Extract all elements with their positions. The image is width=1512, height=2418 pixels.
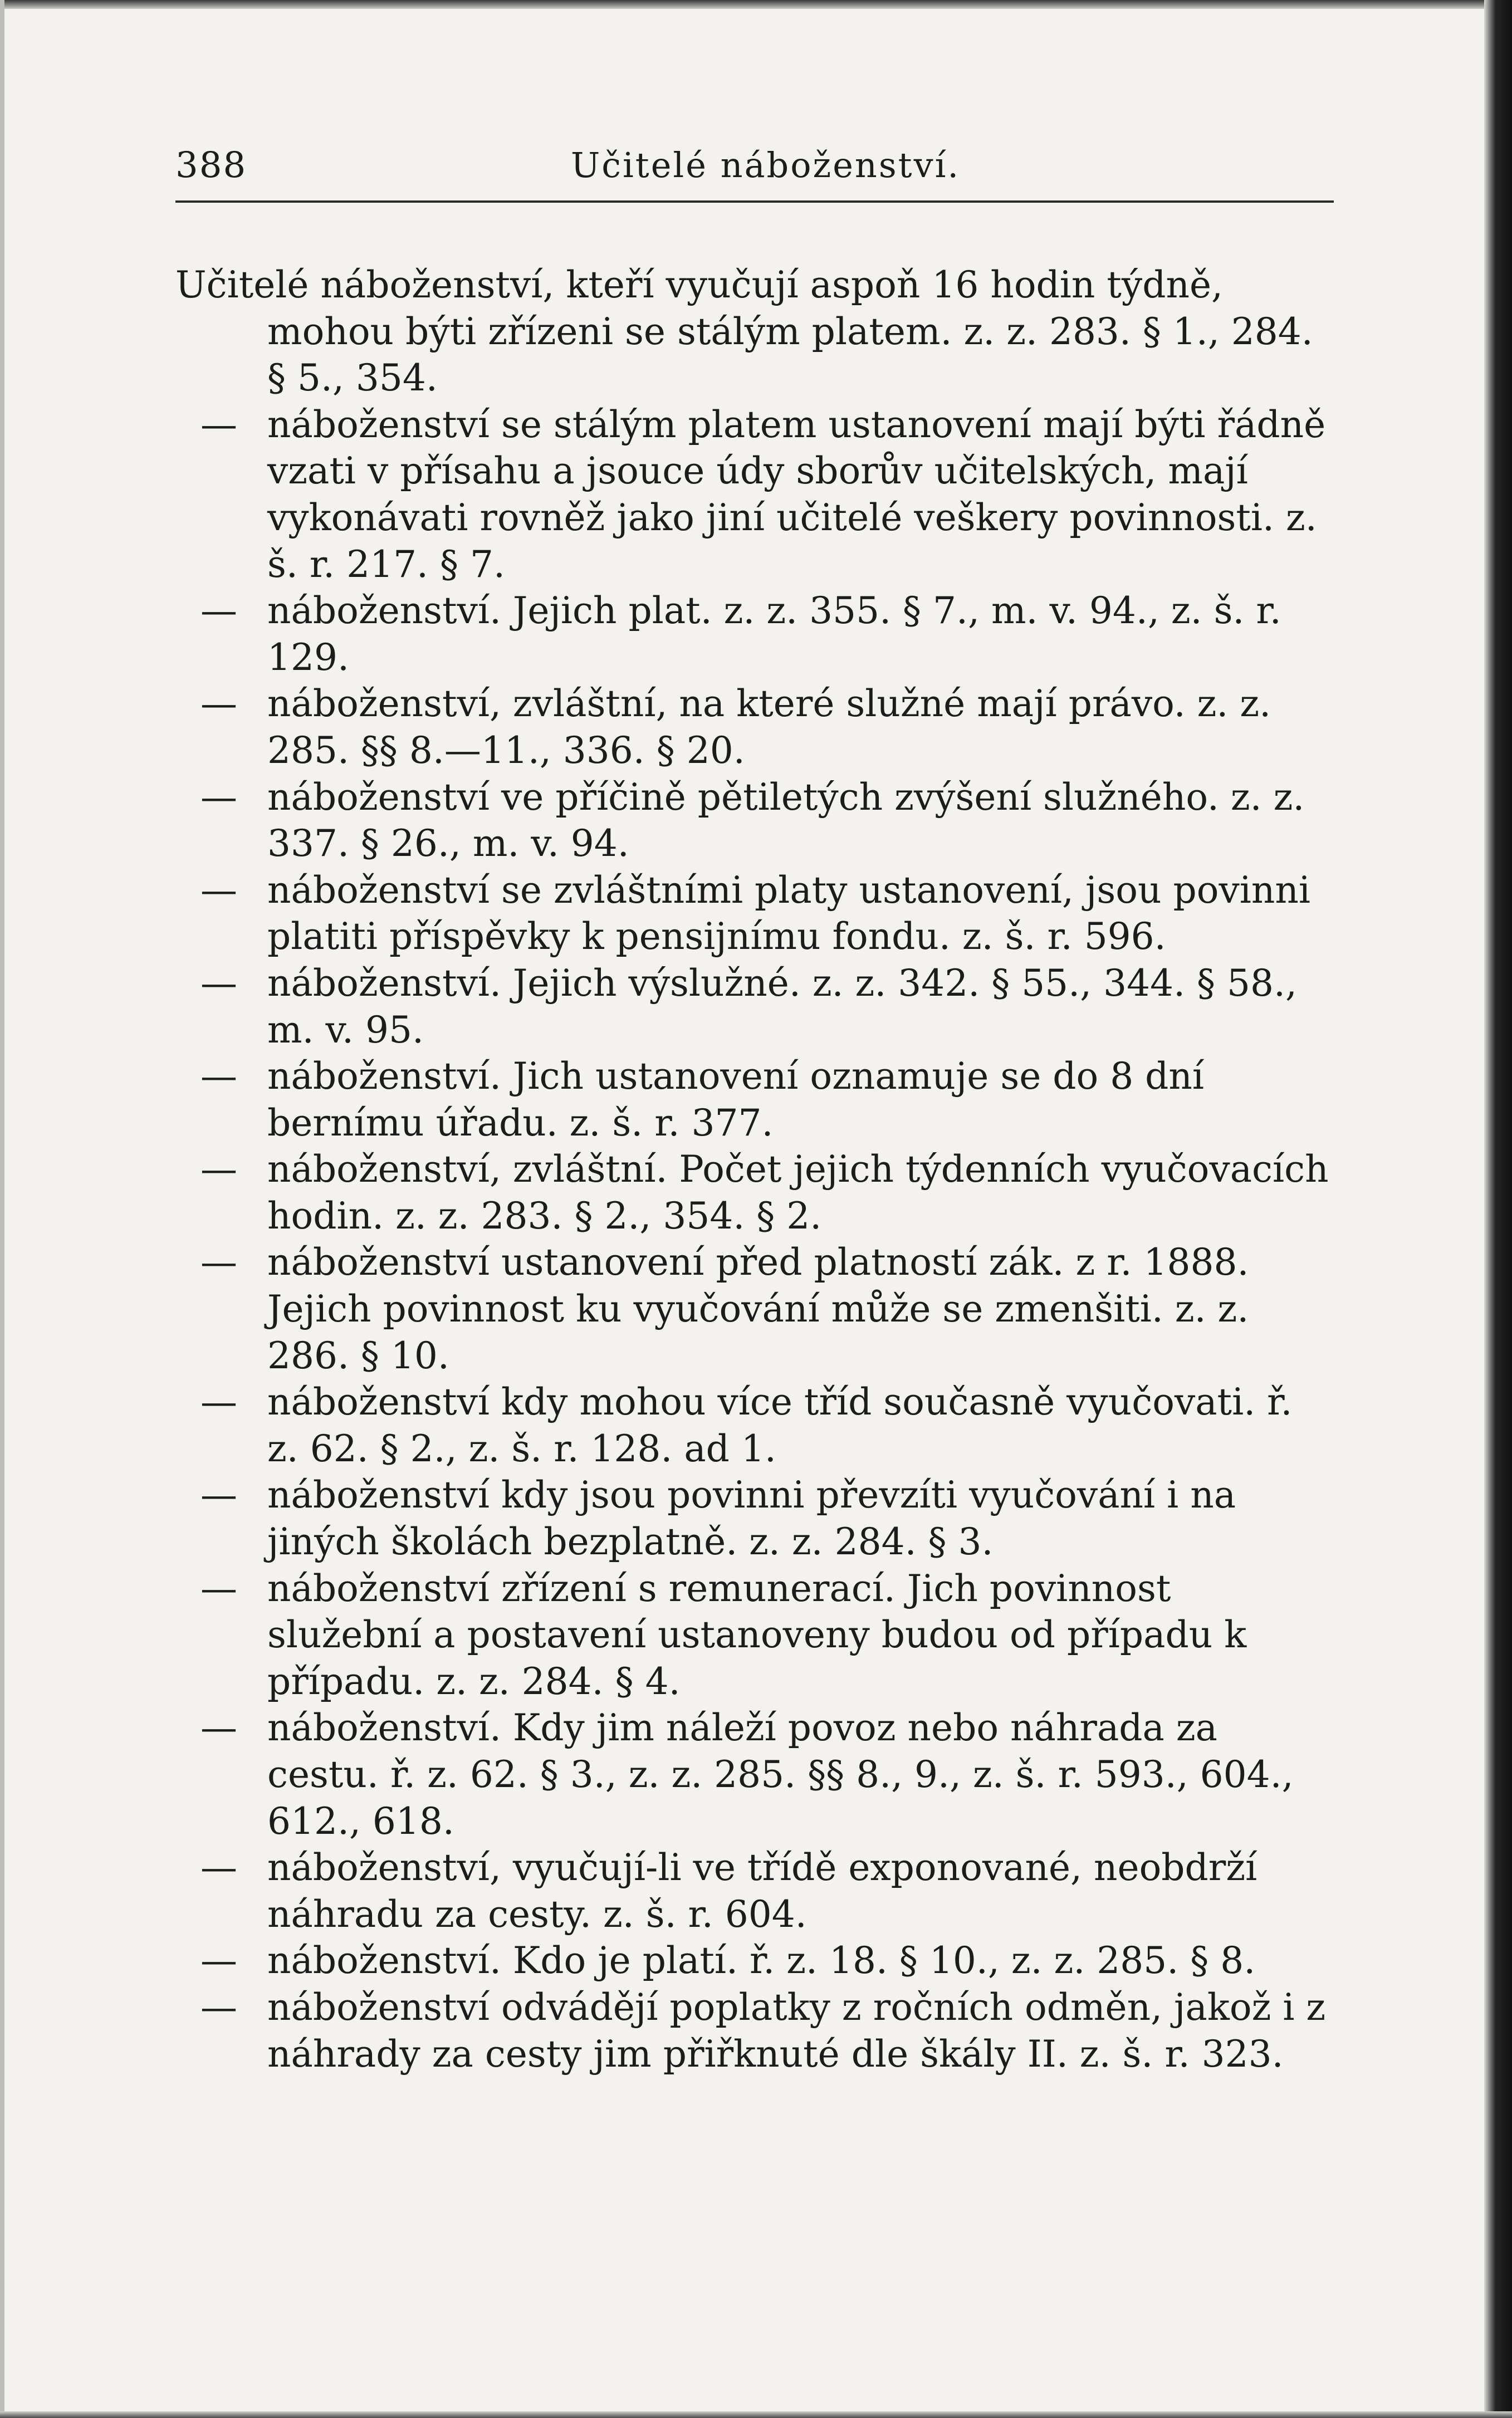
index-entry (175, 681, 1334, 774)
entry-text: náboženství. Jich ustanovení oznamuje se do 8 dní bernímu úřadu. z. š. r. 377. (267, 1055, 1205, 1144)
index-entries (175, 262, 1334, 2077)
entry-text: náboženství, zvláštní. Počet jejich týdenních vyučovacích hodin. z. z. 283. § 2., 354. § 2. (267, 1148, 1329, 1237)
entry-text: náboženství. Jejich výslužné. z. z. 342. § 55., 344. § 58., m. v. 95. (267, 961, 1297, 1051)
index-entry (175, 1472, 1334, 1565)
entry-text: náboženství se stálým platem ustanovení mají býti řádně vzati v přísahu a jsouce údy sborův učitelských, mají vykonávati rovněž jako jiní učitelé veškery povinnosti. z. š. r. 217. § 7. (267, 403, 1326, 586)
index-entry (175, 262, 1334, 402)
entry-text: náboženství kdy jsou povinni převzíti vyučování i na jiných školách bezplatně. z. z. 284. § 3. (267, 1474, 1236, 1564)
entry-text: náboženství. Jejich plat. z. z. 355. § 7., m. v. 94., z. š. r. 129. (267, 589, 1281, 679)
entry-dash: — (200, 1381, 237, 1424)
entry-dash: — (200, 589, 237, 633)
index-entry (175, 402, 1334, 588)
entry-text: náboženství kdy mohou více tříd současně vyučovati. ř. z. 62. § 2., z. š. r. 128. ad 1. (267, 1381, 1293, 1470)
index-entry (175, 1146, 1334, 1239)
page-edge-bottom (0, 2411, 1512, 2418)
entry-text: náboženství se zvláštními platy ustanovení, jsou povinni platiti příspěvky k pensijnímu fondu. z. š. r. 596. (267, 868, 1311, 958)
index-entry (175, 1239, 1334, 1379)
entry-text: náboženství, vyučují-li ve třídě exponované, neobdrží náhradu za cesty. z. š. r. 604. (267, 1846, 1257, 1936)
page-edge-top (0, 0, 1512, 9)
page-header (175, 139, 1334, 203)
entry-dash: — (200, 775, 237, 819)
entry-dash: — (200, 1148, 237, 1191)
entry-text: náboženství. Kdy jim náleží povoz nebo náhrada za cestu. ř. z. 62. § 3., z. z. 285. §§ 8., 9., z. š. r. 593., 604., 612., 618. (267, 1706, 1294, 1843)
entry-dash: — (200, 868, 237, 912)
entry-dash: — (200, 1241, 237, 1284)
entry-dash: — (200, 1985, 237, 2029)
page-edge-left (0, 0, 4, 2418)
index-entry (175, 1565, 1334, 1705)
entry-dash: — (200, 1474, 237, 1517)
index-entry (175, 774, 1334, 867)
index-entry (175, 1984, 1334, 2077)
page-edge-right (1484, 0, 1512, 2418)
index-entry (175, 867, 1334, 960)
index-entry (175, 1379, 1334, 1472)
index-entry (175, 1705, 1334, 1844)
index-entry (175, 960, 1334, 1053)
entry-dash: — (200, 1939, 237, 1983)
entry-text: náboženství zřízení s remunerací. Jich povinnost služební a postavení ustanoveny budou od případu k případu. z. z. 284. § 4. (267, 1567, 1247, 1703)
index-entry (175, 588, 1334, 681)
entry-dash: — (200, 682, 237, 726)
entry-text: náboženství. Kdo je platí. ř. z. 18. § 10., z. z. 285. § 8. (267, 1939, 1256, 1983)
entry-text: náboženství ustanovení před platností zák. z r. 1888. Jejich povinnost ku vyučování může se zmenšiti. z. z. 286. § 10. (267, 1241, 1249, 1377)
entry-text: náboženství ve příčině pětiletých zvýšení služného. z. z. 337. § 26., m. v. 94. (267, 775, 1305, 865)
entry-text: náboženství odvádějí poplatky z ročních odměn, jakož i z náhrady za cesty jim přiřknuté dle škály II. z. š. r. 323. (267, 1985, 1326, 2076)
index-entry (175, 1937, 1334, 1984)
index-entry (175, 1053, 1334, 1146)
entry-dash: — (200, 1846, 237, 1890)
entry-dash: — (200, 403, 237, 446)
page-number: 388 (175, 145, 247, 186)
index-entry (175, 1844, 1334, 1937)
entry-dash: — (200, 1055, 237, 1098)
entry-dash: — (200, 1567, 237, 1610)
running-title: Učitelé náboženství. (571, 145, 961, 185)
entry-text: náboženství, zvláštní, na které služné mají právo. z. z. 285. §§ 8.—11., 336. § 20. (267, 682, 1271, 772)
entry-dash: — (200, 961, 237, 1005)
entry-dash: — (200, 1706, 237, 1750)
entry-text: Učitelé náboženství, kteří vyučují aspoň 16 hodin týdně, mohou býti zřízeni se stálým platem. z. z. 283. § 1., 284. § 5., 354. (175, 263, 1313, 400)
